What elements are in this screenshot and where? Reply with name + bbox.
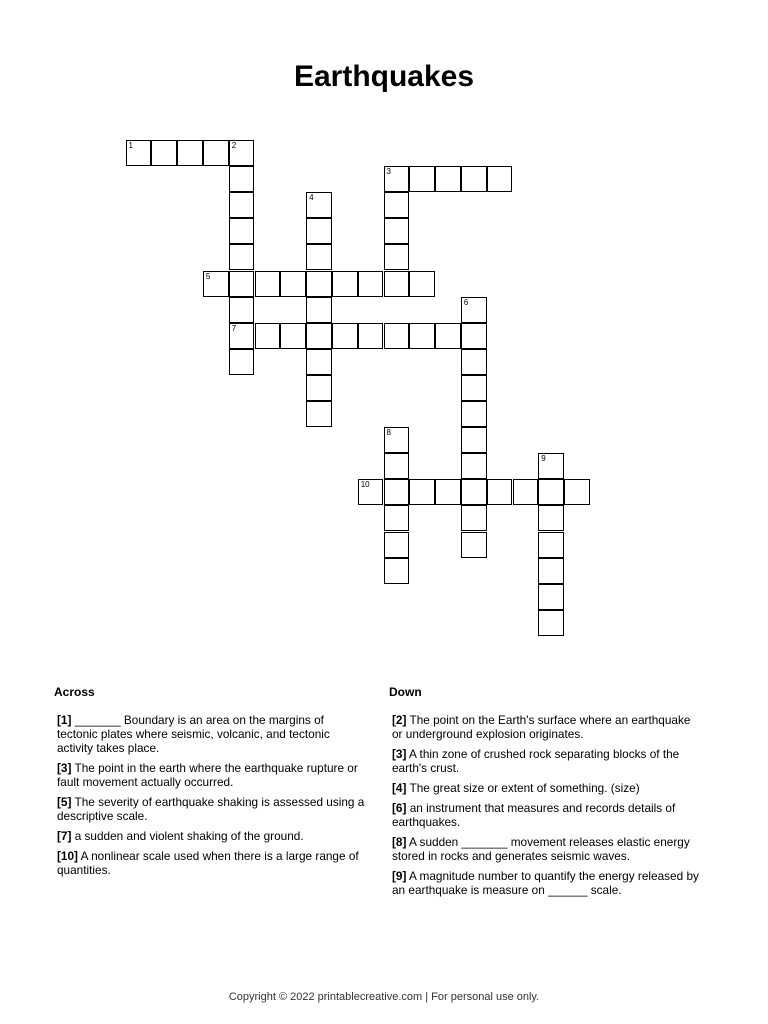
crossword-cell[interactable] [538,479,564,505]
crossword-cell[interactable] [306,271,332,297]
clue-text: A nonlinear scale used when there is a large range of quantities. [57,849,359,877]
down-clue [392,713,702,741]
crossword-cell[interactable] [384,244,410,270]
clue-label: [2] [392,713,407,727]
crossword-cell[interactable] [358,479,384,505]
clue-text: The point on the Earth's surface where an earthquake or underground explosion originates. [392,713,691,741]
clue-label: [3] [57,761,72,775]
page-title: Earthquakes [293,60,475,93]
across-clue [57,713,367,755]
crossword-cell[interactable] [229,166,255,192]
clue-label: [8] [392,835,407,849]
crossword-cell[interactable] [487,479,513,505]
crossword-cell[interactable] [280,271,306,297]
crossword-cell[interactable] [435,479,461,505]
down-clue [392,869,702,897]
across-clue [57,829,367,843]
crossword-cell[interactable] [229,271,255,297]
crossword-cell[interactable] [203,271,229,297]
clue-label: [1] [57,713,72,727]
clue-text: The severity of earthquake shaking is assessed using a descriptive scale. [57,795,365,823]
crossword-cell[interactable] [306,323,332,349]
copyright-footer: Copyright © 2022 printablecreative.com | For personal use only. [228,991,540,1003]
clue-number: 4 [309,193,314,203]
down-clue [392,781,702,795]
crossword-cell[interactable] [306,297,332,323]
crossword-cell[interactable] [229,323,255,349]
crossword-cell[interactable] [280,323,306,349]
crossword-cell[interactable] [435,166,461,192]
clue-number: 7 [231,323,237,333]
crossword-cell[interactable] [461,323,487,349]
crossword-cell[interactable] [461,349,487,375]
crossword-cell[interactable] [461,166,487,192]
crossword-cell[interactable] [538,532,564,558]
crossword-cell[interactable] [384,218,410,244]
crossword-cell[interactable] [564,479,590,505]
crossword-cell[interactable] [409,271,435,297]
clue-label: [6] [392,801,407,815]
clue-text: _______ Boundary is an area on the margins of tectonic plates where seismic, volcanic, and tectonic activity takes place. [57,713,330,755]
crossword-cell[interactable] [255,271,281,297]
clue-label: [3] [392,747,407,761]
crossword-cell[interactable] [332,271,358,297]
across-clue [57,761,367,789]
across-clue [57,795,367,823]
clue-number: 10 [360,480,370,490]
crossword-cell[interactable] [306,375,332,401]
crossword-cell[interactable] [538,453,564,479]
clue-label: [10] [57,849,78,863]
crossword-cell[interactable] [538,505,564,531]
crossword-cell[interactable] [384,558,410,584]
crossword-cell[interactable] [538,610,564,636]
crossword-cell[interactable] [255,323,281,349]
across-heading: Across [54,685,95,699]
crossword-cell[interactable] [306,401,332,427]
crossword-cell[interactable] [461,532,487,558]
crossword-cell[interactable] [229,192,255,218]
clue-number: 6 [463,297,469,307]
crossword-cell[interactable] [151,140,177,166]
clue-text: A magnitude number to quantify the energy released by an earthquake is measure on ______ scale. [392,869,699,897]
crossword-cell[interactable] [332,323,358,349]
crossword-cell[interactable] [306,244,332,270]
crossword-cell[interactable] [384,532,410,558]
crossword-cell[interactable] [306,218,332,244]
crossword-cell[interactable] [461,375,487,401]
clue-label: [9] [392,869,407,883]
crossword-cell[interactable] [203,140,229,166]
across-clue [57,849,367,877]
crossword-cell[interactable] [384,453,410,479]
crossword-cell[interactable] [306,192,332,218]
crossword-cell[interactable] [461,505,487,531]
crossword-cell[interactable] [409,323,435,349]
crossword-cell[interactable] [513,479,539,505]
clue-text: A sudden _______ movement releases elastic energy stored in rocks and generates seismic waves. [392,835,690,863]
clue-label: [4] [392,781,407,795]
crossword-cell[interactable] [229,140,255,166]
crossword-cell[interactable] [461,479,487,505]
across-clue-list [57,713,367,883]
crossword-cell[interactable] [229,218,255,244]
down-clue [392,801,702,829]
clue-text: an instrument that measures and records details of earthquakes. [392,801,676,829]
crossword-cell[interactable] [461,427,487,453]
clue-number: 3 [386,167,391,177]
crossword-cell[interactable] [409,479,435,505]
clue-number: 1 [128,141,133,150]
clue-text: The great size or extent of something. (size) [406,781,640,795]
crossword-cell[interactable] [538,584,564,610]
crossword-cell[interactable] [435,323,461,349]
crossword-cell[interactable] [384,192,410,218]
clue-label: [7] [57,829,72,843]
crossword-cell[interactable] [461,401,487,427]
down-heading: Down [389,685,422,699]
crossword-cell[interactable] [358,271,384,297]
crossword-cell[interactable] [384,323,410,349]
clue-text: a sudden and violent shaking of the ground. [71,829,304,843]
crossword-cell[interactable] [487,166,513,192]
down-clue [392,835,702,863]
clue-number: 9 [541,454,546,464]
crossword-cell[interactable] [538,558,564,584]
clue-text: The point in the earth where the earthquake rupture or fault movement actually occurred. [57,761,358,789]
crossword-cell[interactable] [306,349,332,375]
clue-number: 8 [386,428,391,438]
crossword-cell[interactable] [384,271,410,297]
crossword-cell[interactable] [409,166,435,192]
crossword-cell[interactable] [384,479,410,505]
clue-number: 5 [205,271,211,281]
crossword-cell[interactable] [177,140,203,166]
down-clue-list [392,713,702,903]
crossword-cell[interactable] [384,505,410,531]
down-clue [392,747,702,775]
clue-text: A thin zone of crushed rock separating blocks of the earth's crust. [392,747,680,775]
crossword-cell[interactable] [358,323,384,349]
clue-number: 2 [231,141,237,150]
crossword-cell[interactable] [384,427,410,453]
crossword-cell[interactable] [126,140,152,166]
crossword-cell[interactable] [229,297,255,323]
crossword-cell[interactable] [229,349,255,375]
crossword-cell[interactable] [461,453,487,479]
crossword-cell[interactable] [461,297,487,323]
clue-label: [5] [57,795,72,809]
crossword-cell[interactable] [229,244,255,270]
crossword-cell[interactable] [384,166,410,192]
